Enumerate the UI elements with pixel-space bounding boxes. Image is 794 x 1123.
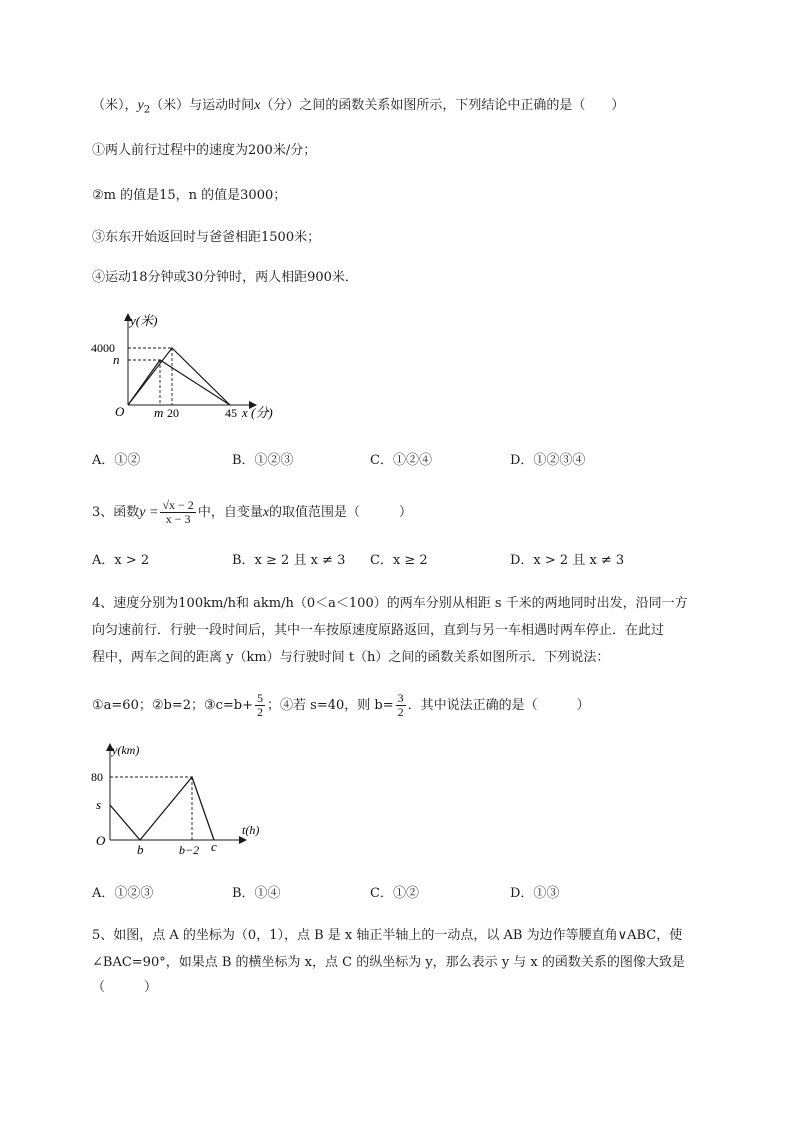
q2-stem bbox=[92, 96, 624, 121]
q2-graph bbox=[88, 310, 298, 422]
q5-line-1: 5、如图，点 A 的坐标为（0，1），点 B 是 x 轴正半轴上的一动点，以 AB 为边作等腰直角∨ABC，使 bbox=[92, 928, 683, 943]
q4-distance-line bbox=[110, 777, 214, 840]
q2-stem-part3: （分）之间的函数关系如图所示，下列结论中正确的是（ ） bbox=[260, 98, 625, 113]
q3-stem bbox=[92, 499, 412, 526]
q3-option-b[interactable]: B．x ≥ 2 且 x ≠ 3 bbox=[232, 553, 346, 568]
q3-fraction-numerator: √x − 2 bbox=[162, 498, 194, 512]
q4-option-b[interactable]: B．①④ bbox=[232, 886, 281, 901]
q2-stem-part1: （米）， bbox=[92, 98, 138, 113]
q2-xlabel: x (分) bbox=[242, 405, 273, 420]
q2-line-son bbox=[128, 360, 230, 405]
q2-option-a[interactable]: A．①② bbox=[92, 453, 141, 468]
q4-option-d[interactable]: D．①③ bbox=[510, 886, 560, 901]
q4-xlabel: t(h) bbox=[242, 823, 260, 837]
q4-fraction-1-denominator: 2 bbox=[257, 705, 264, 719]
q2-statement-1: ①两人前行过程中的速度为200米/分； bbox=[92, 143, 317, 158]
q2-ytick-n: n bbox=[113, 352, 120, 367]
q2-statement-4: ④运动18分钟或30分钟时，两人相距900米． bbox=[92, 270, 358, 285]
q4-fraction-1 bbox=[255, 692, 265, 719]
q5-line-3: （ ） bbox=[92, 980, 158, 995]
q4-ytick-80: 80 bbox=[91, 770, 103, 784]
q2-origin: O bbox=[115, 404, 125, 419]
q4-fraction-2 bbox=[396, 692, 406, 719]
q4-fraction-1-numerator: 5 bbox=[257, 691, 264, 705]
q2-ylabel: y(米) bbox=[130, 313, 158, 328]
q2-option-b[interactable]: B．①②③ bbox=[232, 453, 294, 468]
q4-line-1: 4、速度分别为100km/h和 akm/h（0＜a＜100）的两车分别从相距 s 千米的两地同时出发，沿同一方 bbox=[92, 596, 688, 611]
q3-option-d[interactable]: D．x > 2 且 x ≠ 3 bbox=[510, 553, 625, 568]
q4-statement-part3: ．其中说法正确的是（ ） bbox=[407, 698, 590, 713]
q4-xtick-b-2: b−2 bbox=[179, 843, 200, 857]
q4-ylabel: y(km) bbox=[112, 743, 140, 757]
q3-option-a[interactable]: A．x > 2 bbox=[92, 553, 150, 568]
q3-option-c[interactable]: C．x ≥ 2 bbox=[370, 553, 428, 568]
q3-fraction-denominator: x − 3 bbox=[165, 512, 191, 526]
q2-xtick-45: 45 bbox=[225, 406, 237, 420]
q4-line-3: 程中，两车之间的距离 y（km）与行驶时间 t（h）之间的函数关系如图所示．下列说法： bbox=[92, 650, 610, 665]
q2-stem-sub: 2 bbox=[143, 104, 151, 116]
q2-xtick-20: 20 bbox=[167, 406, 179, 420]
q2-xtick-m: m bbox=[154, 405, 164, 420]
q2-stem-part2: （米）与运动时间 bbox=[150, 98, 255, 113]
q4-statements bbox=[92, 692, 590, 719]
q2-stem-var-y: y bbox=[137, 98, 144, 113]
q4-statement-part1: ①a=60；②b=2；③c=b+ bbox=[92, 698, 254, 713]
q4-origin: O bbox=[96, 833, 106, 848]
q2-ytick-4000: 4000 bbox=[91, 341, 115, 355]
q5-line-2: ∠BAC=90°，如果点 B 的横坐标为 x，点 C 的纵坐标为 y，那么表示 y 与 x 的函数关系的图像大致是 bbox=[92, 955, 685, 970]
q4-line-2: 向匀速前行．行驶一段时间后，其中一车按原速度原路返回，直到与另一车相遇时两车停止．在此过 bbox=[92, 623, 665, 638]
q4-fraction-2-denominator: 2 bbox=[397, 705, 404, 719]
q2-option-d[interactable]: D．①②③④ bbox=[510, 453, 586, 468]
q4-fraction-2-numerator: 3 bbox=[397, 691, 404, 705]
q4-xtick-b: b bbox=[137, 842, 144, 857]
q4-option-c[interactable]: C．①② bbox=[370, 886, 419, 901]
q4-statement-part2: ；④若 s=40，则 b= bbox=[267, 698, 394, 713]
q4-graph bbox=[88, 740, 278, 858]
q4-xtick-c: c bbox=[211, 839, 217, 854]
q3-fraction bbox=[160, 499, 195, 526]
q2-option-c[interactable]: C．①②④ bbox=[370, 453, 432, 468]
q4-ytick-s: s bbox=[96, 797, 102, 812]
q3-func-y: y = bbox=[139, 505, 159, 520]
q4-option-a[interactable]: A．①②③ bbox=[92, 886, 154, 901]
q3-prefix: 3、函数 bbox=[92, 505, 140, 520]
q3-var-x: x bbox=[262, 505, 270, 520]
q3-suffix-a: 中，自变量 bbox=[197, 505, 263, 520]
q2-stem-var-x: x bbox=[254, 98, 261, 113]
q2-line-dad bbox=[128, 348, 230, 405]
q2-statement-2: ②m 的值是15，n 的值是3000； bbox=[92, 188, 287, 203]
q3-suffix-b: 的取值范围是（ ） bbox=[269, 505, 413, 520]
q2-statement-3: ③东东开始返回时与爸爸相距1500米； bbox=[92, 230, 321, 245]
